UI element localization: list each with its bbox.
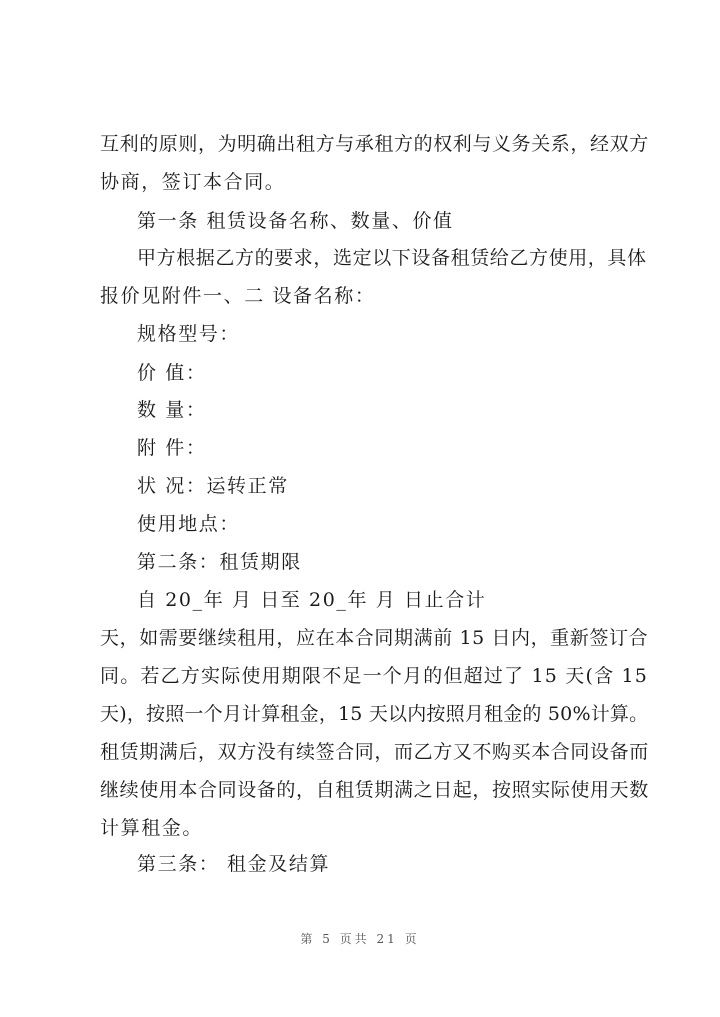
text-line-16: 天)，按照一个月计算租金，15 天以内按照月租金的 50%计算。 <box>100 703 649 725</box>
text-line-1: 互利的原则，为明确出租方与承租方的权利与义务关系，经双方 <box>100 133 649 155</box>
clause-2-heading: 第二条：租赁期限 <box>137 551 302 573</box>
field-value: 价 值： <box>137 362 207 384</box>
field-condition: 状 况：运转正常 <box>137 475 289 497</box>
text-line-18: 继续使用本合同设备的，自租赁期满之日起，按照实际使用天数 <box>100 779 649 801</box>
clause-3-heading: 第三条： 租金及结算 <box>137 853 331 875</box>
text-line-17: 租赁期满后，双方没有续签合同，而乙方又不购买本合同设备而 <box>100 741 649 763</box>
page-footer: 第 5 页共 21 页 <box>300 932 420 946</box>
field-model: 规格型号： <box>137 323 241 345</box>
text-line-4: 甲方根据乙方的要求，选定以下设备租赁给乙方使用，具体 <box>137 247 647 269</box>
field-quantity: 数 量： <box>137 399 207 421</box>
text-line-19: 计算租金。 <box>100 817 204 839</box>
text-line-2: 协商，签订本合同。 <box>100 171 286 193</box>
field-location: 使用地点： <box>137 513 241 535</box>
field-attachment: 附 件： <box>137 437 207 459</box>
text-line-5: 报价见附件一、二 设备名称： <box>100 285 376 307</box>
text-line-13: 自 20_年 月 日至 20_年 月 日止合计 <box>137 589 487 611</box>
text-line-14: 天，如需要继续租用，应在本合同期满前 15 日内，重新签订合 <box>100 627 649 649</box>
clause-1-heading: 第一条 租赁设备名称、数量、价值 <box>137 210 454 232</box>
text-line-15: 同。若乙方实际使用期限不足一个月的但超过了 15 天(含 15 <box>100 665 649 687</box>
